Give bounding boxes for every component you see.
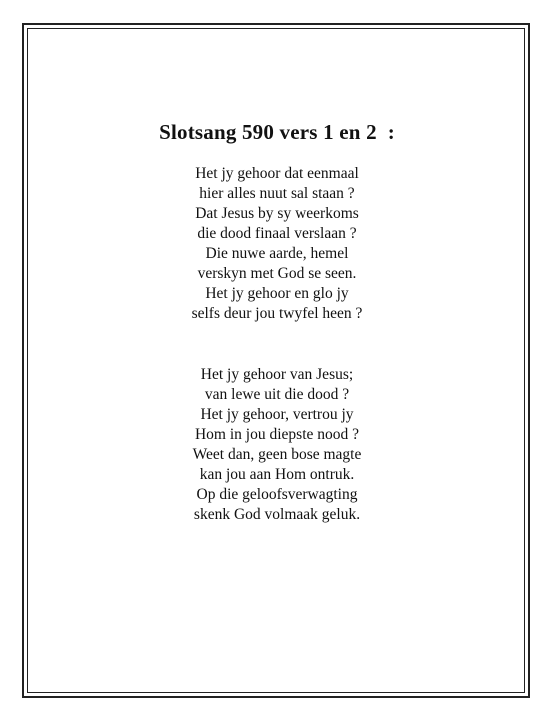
verse-line: Hom in jou diepste nood ?	[194, 426, 360, 443]
verse-line: verskyn met God se seen.	[197, 265, 357, 282]
page-content	[30, 30, 524, 525]
verse-line: Het jy gehoor en glo jy	[205, 285, 349, 302]
verse-line: selfs deur jou twyfel heen ?	[191, 305, 363, 322]
verse-2	[30, 365, 524, 525]
verse-line: kan jou aan Hom ontruk.	[199, 466, 355, 483]
verse-line: Het jy gehoor dat eenmaal	[195, 165, 359, 182]
page-title: Slotsang 590 vers 1 en 2 :	[159, 120, 395, 144]
verse-1	[30, 164, 524, 324]
verse-line: Dat Jesus by sy weerkoms	[195, 205, 359, 222]
verse-line: Het jy gehoor van Jesus;	[200, 366, 354, 383]
verse-line: Die nuwe aarde, hemel	[205, 245, 349, 262]
verse-line: skenk God volmaak geluk.	[193, 506, 361, 523]
verse-line: Het jy gehoor, vertrou jy	[200, 406, 354, 423]
verse-line: van lewe uit die dood ?	[204, 386, 350, 403]
verse-line: die dood finaal verslaan ?	[197, 225, 357, 242]
verse-line: Weet dan, geen bose magte	[192, 446, 362, 463]
verse-line: Op die geloofsverwagting	[196, 486, 358, 503]
verse-line: hier alles nuut sal staan ?	[199, 185, 355, 202]
